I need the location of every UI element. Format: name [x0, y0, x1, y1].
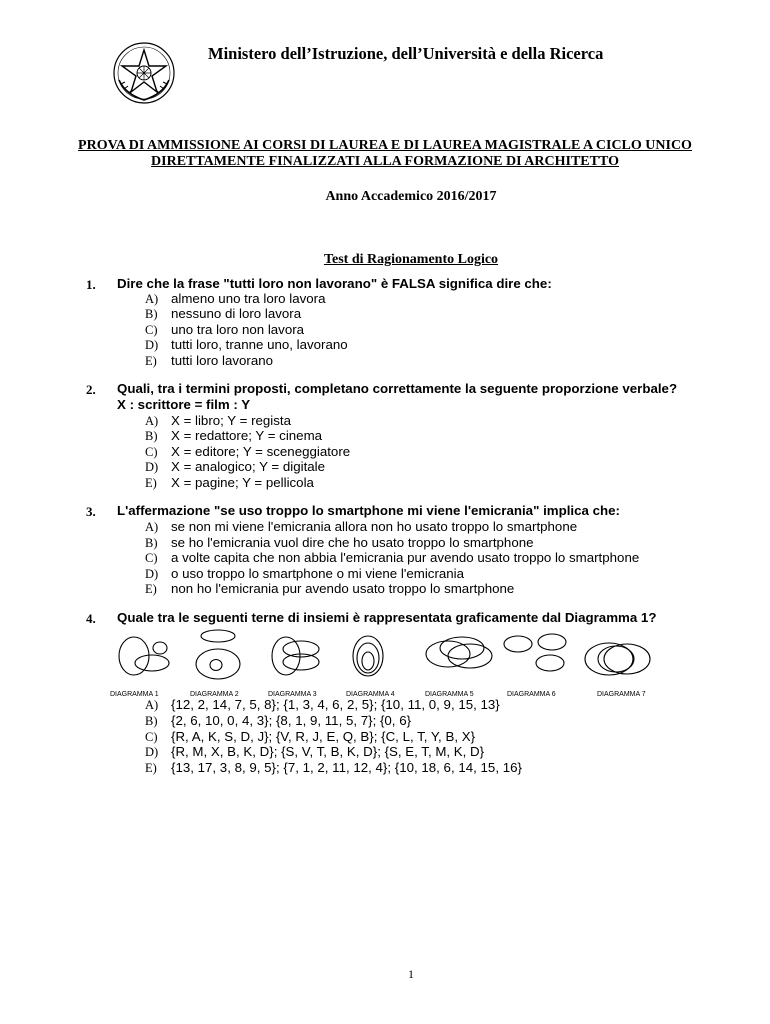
- option-text: X = analogico; Y = digitale: [171, 459, 326, 474]
- question-4-option-e: [145, 760, 522, 776]
- diagram-3-label: DIAGRAMMA 3: [268, 691, 317, 698]
- option-text: non ho l'emicrania pur avendo usato troppo lo smartphone: [171, 581, 515, 596]
- question-3-option-c: [145, 550, 639, 566]
- option-text: o uso troppo lo smartphone o mi viene l'emicrania: [171, 566, 465, 581]
- question-3-number: 3.: [86, 504, 96, 519]
- option-letter: B): [145, 536, 158, 550]
- academic-year: Anno Accademico 2016/2017: [325, 189, 497, 204]
- option-text: a volte capita che non abbia l'emicrania pur avendo usato troppo lo smartphone: [171, 550, 640, 565]
- exam-title-line-1: PROVA DI AMMISSIONE AI CORSI DI LAUREA E DI LAUREA MAGISTRALE A CICLO UNICO: [78, 138, 692, 153]
- diagram-5: [426, 637, 492, 668]
- option-text: {2, 6, 10, 0, 4, 3}; {8, 1, 9, 11, 5, 7}; {0, 6}: [171, 713, 412, 728]
- option-letter: C): [145, 730, 158, 744]
- diagram-4-label: DIAGRAMMA 4: [346, 691, 395, 698]
- option-letter: B): [145, 307, 158, 321]
- question-1-option-e: [145, 353, 273, 369]
- page-number: 1: [408, 967, 414, 981]
- republic-emblem-icon: [111, 40, 177, 106]
- question-2-option-e: [145, 475, 314, 491]
- question-1-text: Dire che la frase "tutti loro non lavorano" è FALSA significa dire che:: [117, 276, 552, 291]
- option-letter: D): [145, 338, 159, 352]
- question-1-option-b: [145, 306, 301, 322]
- option-text: {13, 17, 3, 8, 9, 5}; {7, 1, 2, 11, 12, 4}; {10, 18, 6, 14, 15, 16}: [171, 760, 522, 775]
- diagram-5-label: DIAGRAMMA 5: [425, 691, 474, 698]
- question-1-option-a: [145, 291, 325, 307]
- option-text: tutti loro lavorano: [171, 353, 273, 368]
- diagram-1: [119, 637, 169, 675]
- ministry-name: Ministero dell’Istruzione, dell’Università e della Ricerca: [208, 44, 604, 63]
- diagram-7: [585, 643, 650, 675]
- test-title: Test di Ragionamento Logico: [323, 252, 499, 267]
- exam-title-line-2: DIRETTAMENTE FINALIZZATI ALLA FORMAZIONE DI ARCHITETTO: [151, 154, 619, 169]
- option-letter: A): [145, 292, 159, 306]
- question-2-proportion: X : scrittore = film : Y: [117, 397, 251, 412]
- option-letter: B): [145, 714, 158, 728]
- option-text: uno tra loro non lavora: [171, 322, 305, 337]
- option-text: X = libro; Y = regista: [171, 413, 291, 428]
- question-2-number: 2.: [86, 382, 96, 397]
- question-2-option-d: [145, 459, 325, 475]
- question-1-option-d: [145, 337, 348, 353]
- option-text: X = editore; Y = sceneggiatore: [171, 444, 351, 459]
- diagram-7-label: DIAGRAMMA 7: [597, 691, 646, 698]
- question-4-option-d: [145, 744, 484, 760]
- option-letter: C): [145, 551, 158, 565]
- diagram-6: [504, 634, 566, 671]
- question-2-option-c: [145, 444, 350, 460]
- option-letter: B): [145, 429, 158, 443]
- diagram-1-label: DIAGRAMMA 1: [110, 691, 159, 698]
- option-letter: E): [145, 354, 157, 368]
- venn-diagrams: [110, 628, 670, 698]
- option-text: tutti loro, tranne uno, lavorano: [171, 337, 348, 352]
- question-2-text: Quali, tra i termini proposti, completano correttamente la seguente proporzione verbale?: [117, 381, 678, 396]
- question-4-option-a: [145, 697, 500, 713]
- option-text: nessuno di loro lavora: [171, 306, 302, 321]
- question-3-option-e: [145, 581, 514, 597]
- question-1-option-c: [145, 322, 304, 338]
- option-letter: D): [145, 745, 159, 759]
- option-letter: E): [145, 582, 157, 596]
- option-letter: E): [145, 761, 157, 775]
- option-text: se non mi viene l'emicrania allora non ho usato troppo lo smartphone: [171, 519, 578, 534]
- option-letter: E): [145, 476, 157, 490]
- question-3-text: L'affermazione "se uso troppo lo smartphone mi viene l'emicrania" implica che:: [117, 503, 620, 518]
- option-letter: D): [145, 567, 159, 581]
- question-3-option-d: [145, 566, 464, 582]
- option-text: se ho l'emicrania vuol dire che ho usato troppo lo smartphone: [171, 535, 534, 550]
- question-3-option-a: [145, 519, 577, 535]
- option-letter: C): [145, 323, 158, 337]
- option-letter: A): [145, 698, 159, 712]
- question-1-number: 1.: [86, 277, 96, 292]
- diagram-3: [272, 637, 319, 675]
- option-text: almeno uno tra loro lavora: [171, 291, 326, 306]
- diagram-4: [353, 636, 383, 676]
- diagram-2: [196, 630, 240, 679]
- question-4-option-c: [145, 729, 475, 745]
- option-letter: D): [145, 460, 159, 474]
- option-letter: C): [145, 445, 158, 459]
- option-text: {12, 2, 14, 7, 5, 8}; {1, 3, 4, 6, 2, 5}; {10, 11, 0, 9, 15, 13}: [171, 697, 500, 712]
- option-text: X = redattore; Y = cinema: [171, 428, 323, 443]
- question-2-option-a: [145, 413, 291, 429]
- option-letter: A): [145, 520, 159, 534]
- option-text: {R, A, K, S, D, J}; {V, R, J, E, Q, B}; {C, L, T, Y, B, X}: [171, 729, 476, 744]
- diagram-6-label: DIAGRAMMA 6: [507, 691, 556, 698]
- question-2-option-b: [145, 428, 322, 444]
- question-3-option-b: [145, 535, 534, 551]
- option-text: X = pagine; Y = pellicola: [171, 475, 314, 490]
- diagram-2-label: DIAGRAMMA 2: [190, 691, 239, 698]
- option-letter: A): [145, 414, 159, 428]
- question-4-number: 4.: [86, 611, 96, 626]
- question-4-option-b: [145, 713, 411, 729]
- option-text: {R, M, X, B, K, D}; {S, V, T, B, K, D}; {S, E, T, M, K, D}: [171, 744, 485, 759]
- question-4-text: Quale tra le seguenti terne di insiemi è rappresentata graficamente dal Diagramma 1?: [117, 610, 657, 625]
